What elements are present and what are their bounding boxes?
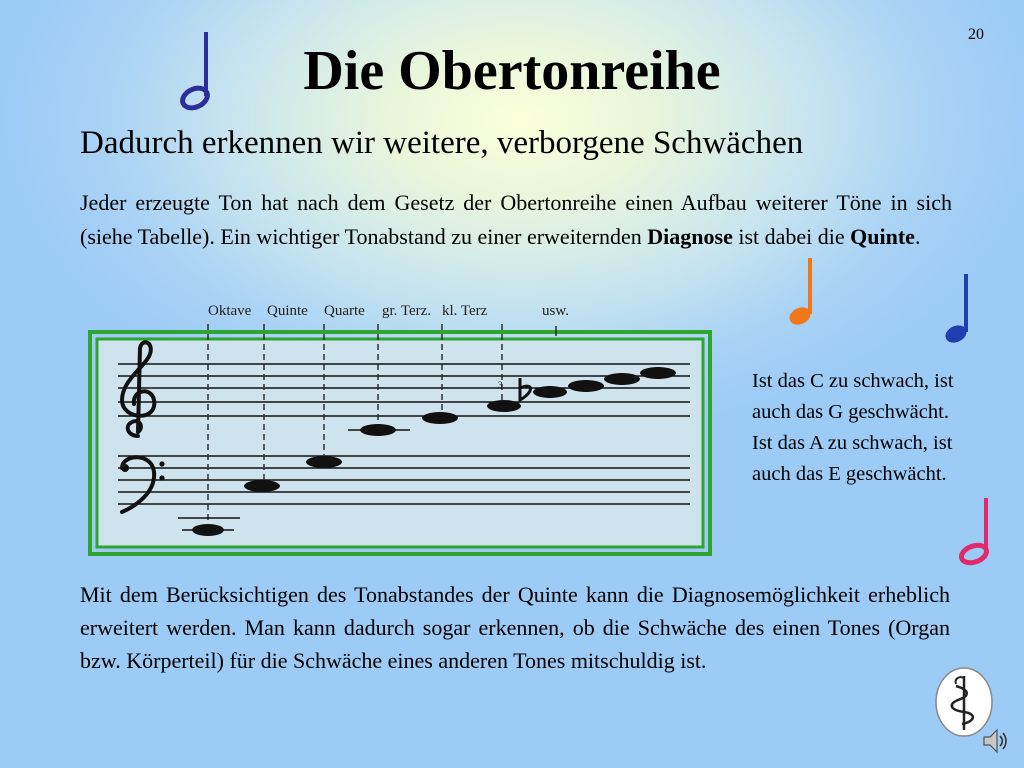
intro-paragraph [80,186,952,254]
speaker-icon[interactable] [982,726,1008,756]
blue-note-2-icon [940,270,984,360]
label-gr-terz: gr. Terz. [382,303,432,319]
slide-title: Die Obertonreihe [303,40,721,102]
label-usw: usw. [542,303,569,319]
intro-text-b: ist dabei die [732,224,851,249]
note-head [306,456,342,468]
note-head [192,524,224,536]
label-quarte: Quarte [324,303,365,319]
pink-note-icon [954,494,998,584]
overtone-series-figure [88,296,713,580]
blue-note-icon [176,26,220,116]
orange-note-icon [784,254,828,344]
side-explanation: Ist das C zu schwach, ist auch das G geschwächt. Ist das A zu schwach, ist auch das E geschwächt. [752,370,954,485]
diagnose-keyword: Diagnose [647,224,733,249]
label-quinte: Quinte [267,303,308,319]
quinte-keyword: Quinte [850,224,915,249]
slide-subtitle: Dadurch erkennen wir weitere, verborgene Schwächen [80,125,804,161]
conclusion-paragraph: Mit dem Berücksichtigen des Tonabstandes der Quinte kann die Diagnosemöglichkeit erheblich erweitert werden. Man kann dadurch sogar erkennen, ob die Schwäche des einen Tones (Organ bzw. Körperteil) für die Schwäche eines anderen Tones mitschuldig ist. [80,582,950,673]
note-head [604,373,640,385]
small-mark: 3 [498,380,503,390]
intro-text-a: Jeder erzeugte Ton hat nach dem Gesetz der Obertonreihe einen Aufbau weiterer Töne in sich (siehe Tabelle). Ein wichtiger Tonabstand zu einer erweiternden [80,190,952,249]
label-kl-terz: kl. Terz [442,303,488,319]
label-oktave: Oktave [208,303,252,319]
note-head [244,480,280,492]
note-head [487,400,521,412]
note-head [422,412,458,424]
intro-text-c: . [914,224,921,249]
note-head [640,367,676,379]
slide-number: 20 [968,26,984,43]
frame-inner [97,339,703,547]
note-head [360,424,396,436]
note-head [533,386,567,398]
note-head [568,380,604,392]
